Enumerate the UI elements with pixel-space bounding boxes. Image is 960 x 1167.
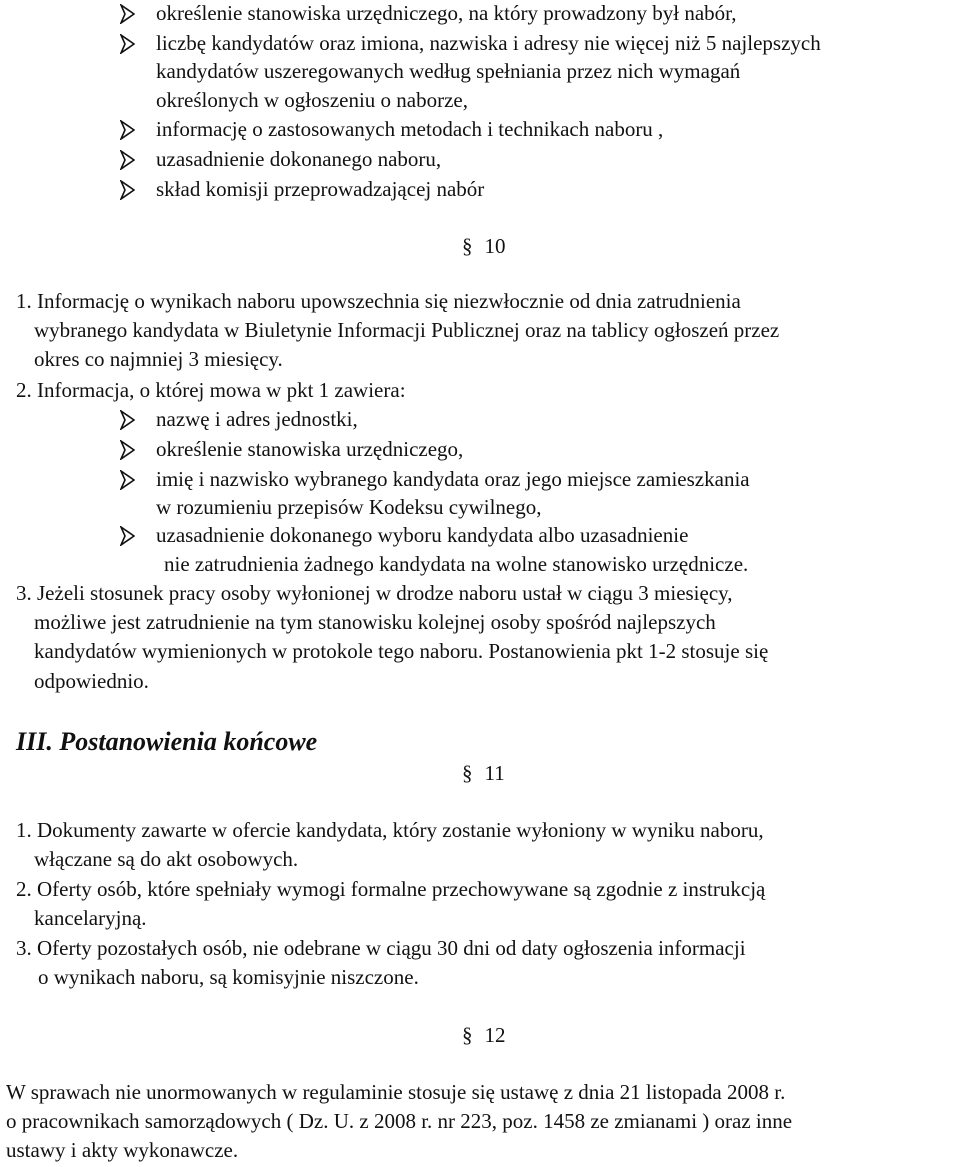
- list-item-continuation: nie zatrudnienia żadnego kandydata na wolne stanowisko urzędnicze.: [164, 552, 749, 576]
- list-item-continuation: określonych w ogłoszeniu o naborze,: [156, 88, 468, 112]
- section-sign: §: [462, 234, 473, 258]
- paragraph-text: włączane są do akt osobowych.: [34, 847, 299, 871]
- paragraph-text: możliwe jest zatrudnienie na tym stanowisku kolejnej osoby spośród najlepszych: [34, 610, 716, 634]
- paragraph-text: ustawy i akty wykonawcze.: [6, 1138, 239, 1162]
- list-item: uzasadnienie dokonanego naboru,: [156, 147, 442, 171]
- paragraph-text: odpowiednio.: [34, 669, 149, 693]
- list-item: nazwę i adres jednostki,: [156, 407, 358, 431]
- list-item: uzasadnienie dokonanego wyboru kandydata albo uzasadnienie: [156, 523, 689, 547]
- list-item: skład komisji przeprowadzającej nabór: [156, 177, 485, 201]
- section-sign-10: [462, 233, 506, 259]
- paragraph-text: kandydatów wymienionych w protokole tego naboru. Postanowienia pkt 1-2 stosuje się: [34, 639, 769, 663]
- paragraph-number: 11: [484, 761, 505, 785]
- arrowhead-bullet-icon: [120, 4, 135, 24]
- arrowhead-bullet-icon: [120, 120, 135, 140]
- paragraph-text: 3. Oferty pozostałych osób, nie odebrane w ciągu 30 dni od daty ogłoszenia informacji: [16, 936, 746, 960]
- list-item: informację o zastosowanych metodach i technikach naboru ,: [156, 117, 664, 141]
- arrowhead-bullet-icon: [120, 150, 135, 170]
- list-item: imię i nazwisko wybranego kandydata oraz jego miejsce zamieszkania: [156, 467, 750, 491]
- paragraph-number: 12: [484, 1023, 506, 1047]
- section-sign: §: [462, 1023, 473, 1047]
- list-item: określenie stanowiska urzędniczego,: [156, 437, 464, 461]
- arrowhead-bullet-icon: [120, 180, 135, 200]
- list-item: liczbę kandydatów oraz imiona, nazwiska i adresy nie więcej niż 5 najlepszych: [156, 31, 821, 55]
- arrowhead-bullet-icon: [120, 34, 135, 54]
- list-item-continuation: kandydatów uszeregowanych według spełniania przez nich wymagań: [156, 59, 741, 83]
- section-heading: III. Postanowienia końcowe: [16, 727, 318, 756]
- arrowhead-bullet-icon: [120, 440, 135, 460]
- list-item-continuation: w rozumieniu przepisów Kodeksu cywilnego,: [156, 495, 542, 519]
- list-item: określenie stanowiska urzędniczego, na który prowadzony był nabór,: [156, 1, 737, 25]
- paragraph-text: wybranego kandydata w Biuletynie Informacji Publicznej oraz na tablicy ogłoszeń przez: [34, 318, 780, 342]
- arrowhead-bullet-icon: [120, 526, 135, 546]
- arrowhead-bullet-icon: [120, 410, 135, 430]
- paragraph-text: 2. Oferty osób, które spełniały wymogi formalne przechowywane są zgodnie z instrukcją: [16, 877, 766, 901]
- paragraph-text: okres co najmniej 3 miesięcy.: [34, 347, 283, 371]
- paragraph-number: 10: [484, 234, 506, 258]
- arrowhead-bullet-icon: [120, 470, 135, 490]
- paragraph-text: o pracownikach samorządowych ( Dz. U. z 2008 r. nr 223, poz. 1458 ze zmianami ) oraz inne: [6, 1109, 793, 1133]
- paragraph-text: o wynikach naboru, są komisyjnie niszczone.: [38, 965, 419, 989]
- paragraph-text: 3. Jeżeli stosunek pracy osoby wyłonionej w drodze naboru ustał w ciągu 3 miesięcy,: [16, 581, 733, 605]
- paragraph-text: kancelaryjną.: [34, 906, 147, 930]
- section-sign: §: [462, 761, 473, 785]
- paragraph-text: 2. Informacja, o której mowa w pkt 1 zawiera:: [16, 378, 406, 402]
- section-sign-12: [462, 1022, 506, 1048]
- section-sign-11: [462, 760, 505, 786]
- paragraph-text: 1. Dokumenty zawarte w ofercie kandydata, który zostanie wyłoniony w wyniku naboru,: [16, 818, 764, 842]
- paragraph-text: 1. Informację o wynikach naboru upowszechnia się niezwłocznie od dnia zatrudnienia: [16, 289, 741, 313]
- paragraph-text: W sprawach nie unormowanych w regulaminie stosuje się ustawę z dnia 21 listopada 2008 r.: [6, 1080, 786, 1104]
